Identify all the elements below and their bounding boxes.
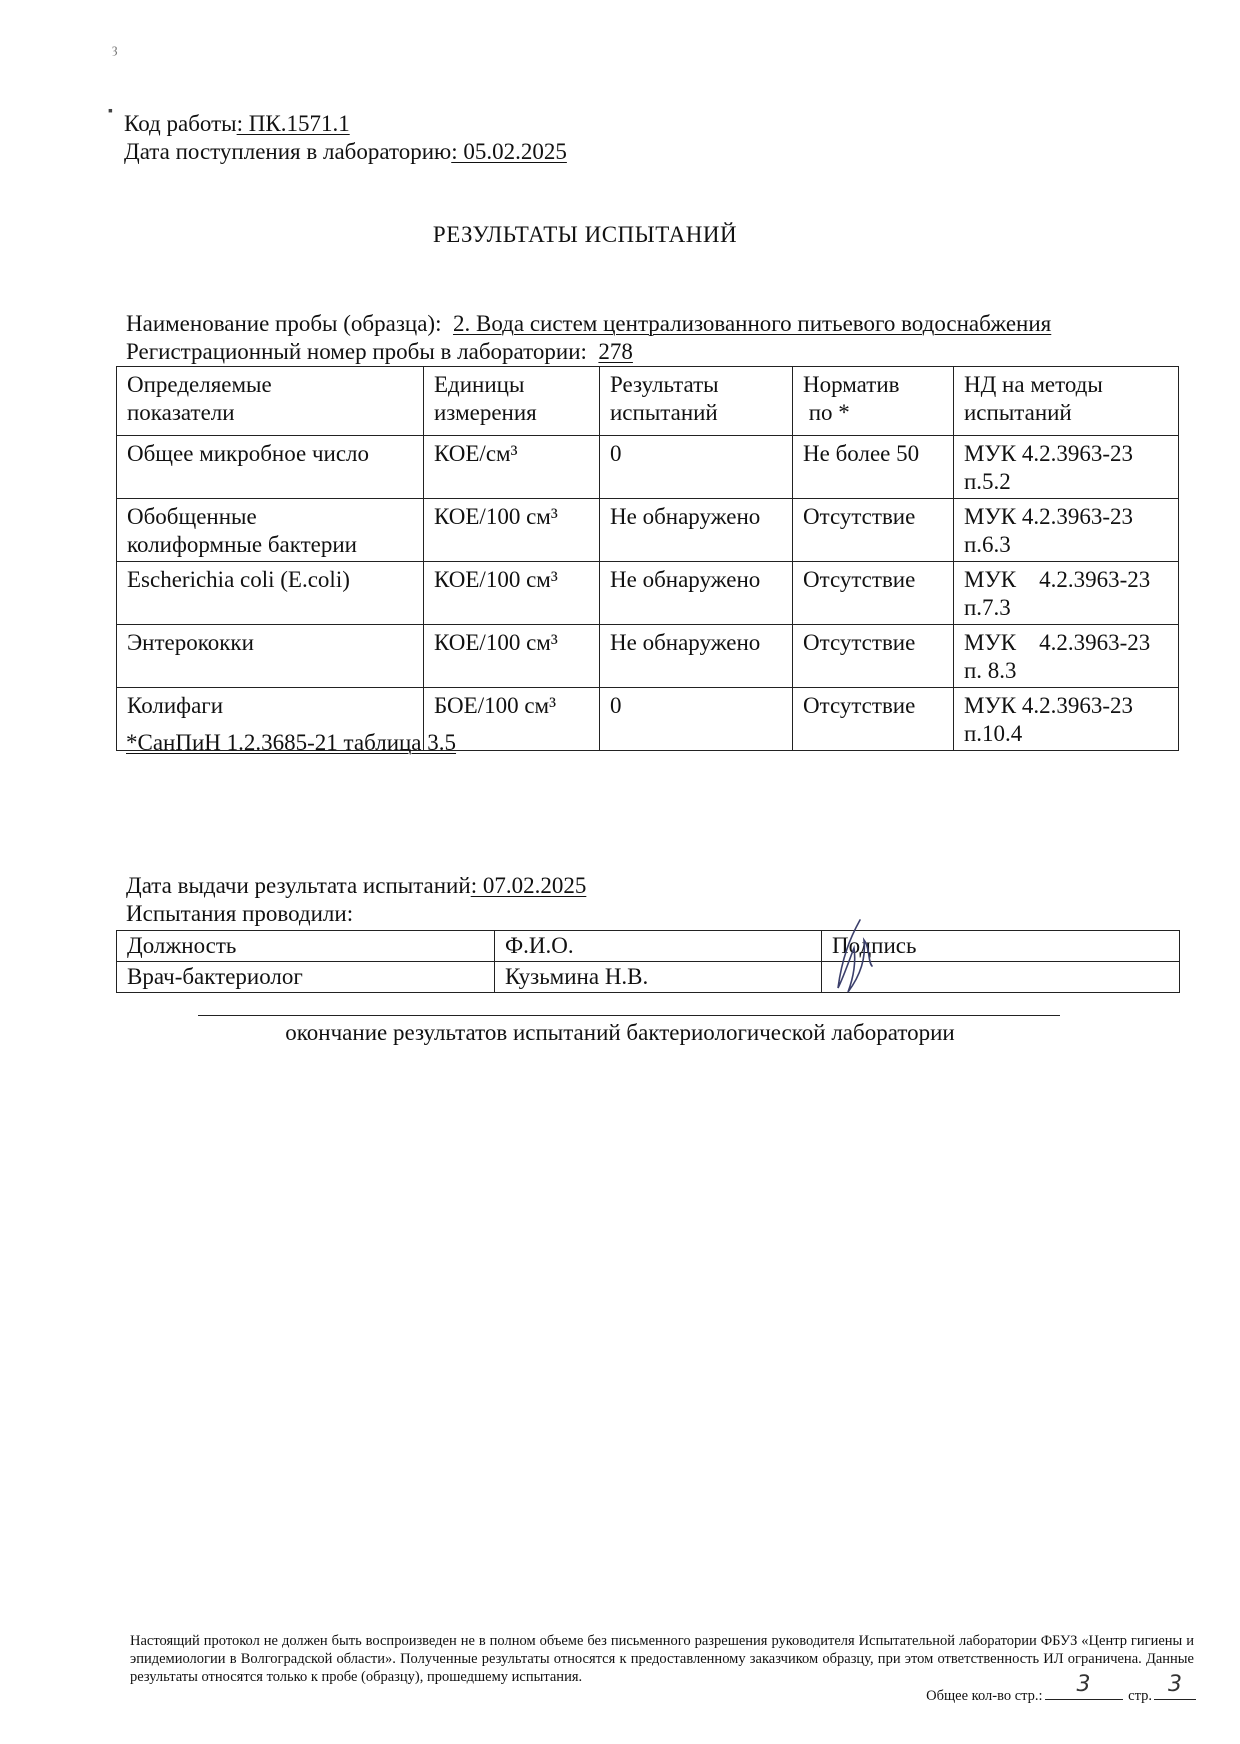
- method-cell: МУК 4.2.3963-23 п.10.4: [954, 688, 1179, 751]
- unit-cell: КОЕ/100 см³: [424, 625, 600, 688]
- table-footnote: *СанПиН 1.2.3685-21 таблица 3.5: [126, 730, 457, 755]
- norm-cell: Отсутствие: [793, 688, 954, 751]
- received-date: [124, 138, 567, 166]
- results-table: [116, 366, 1179, 751]
- work-code-label: Код работы: [124, 111, 237, 136]
- page-counter: [926, 1672, 1198, 1705]
- page-field: [1154, 1672, 1196, 1700]
- registration-value: 278: [598, 339, 633, 364]
- result-cell: 0: [600, 688, 793, 751]
- unit-cell: БОЕ/100 см³: [424, 688, 600, 751]
- closing-divider: [198, 1015, 1060, 1016]
- registration-number: [126, 338, 633, 366]
- indicator-cell: Энтерококки: [117, 625, 424, 688]
- unit-cell: КОЕ/100 см³: [424, 499, 600, 562]
- table-row: [117, 962, 1180, 993]
- issue-date: [126, 872, 586, 900]
- header-indicator: Определяемые показатели: [117, 367, 424, 436]
- received-date-value: : 05.02.2025: [451, 139, 567, 164]
- indicator-cell: Обобщенные колиформные бактерии: [117, 499, 424, 562]
- staff-header-row: [117, 931, 1180, 962]
- sample-name-value: 2. Вода систем централизованного питьевого водоснабжения: [452, 311, 1052, 336]
- header-norm: Норматив по *: [793, 367, 954, 436]
- document-title: РЕЗУЛЬТАТЫ ИСПЫТАНИЙ: [432, 222, 738, 247]
- method-cell: МУК 4.2.3963-23 п.6.3: [954, 499, 1179, 562]
- page-value: 3: [1168, 1672, 1182, 1697]
- method-cell: МУК 4.2.3963-23 п.7.3: [954, 562, 1179, 625]
- staff-table: [116, 930, 1180, 993]
- header-unit: Единицы измерения: [424, 367, 600, 436]
- result-cell: Не обнаружено: [600, 562, 793, 625]
- total-pages-field: [1045, 1672, 1123, 1700]
- total-pages-value: 3: [1076, 1672, 1091, 1697]
- work-code-value: : ПК.1571.1: [236, 111, 350, 136]
- results-header-row: [117, 367, 1179, 436]
- footer-disclaimer: Настоящий протокол не должен быть воспроизведен не в полном объеме без письменного разрешения руководителя Испытательной лаборатории ФБУЗ «Центр гигиены и эпидемиологии в Волгоградской области». Полученные результаты относятся к предоставленному заказчиком образцу, при этом ответственность ИЛ ограничена. Данные результаты относятся только к пробе (образцу), прошедшему испытания.: [130, 1633, 1194, 1685]
- result-cell: Не обнаружено: [600, 499, 793, 562]
- table-row: [117, 625, 1179, 688]
- bullet-mark: ▪: [108, 104, 113, 119]
- norm-cell: Отсутствие: [793, 625, 954, 688]
- norm-cell: Отсутствие: [793, 499, 954, 562]
- result-cell: Не обнаружено: [600, 625, 793, 688]
- table-row: [117, 436, 1179, 499]
- page-label: стр.: [1128, 1688, 1152, 1704]
- registration-label: Регистрационный номер пробы в лаборатории:: [126, 339, 587, 364]
- table-row: [117, 562, 1179, 625]
- work-code: [124, 110, 350, 138]
- total-pages-label: Общее кол-во стр.:: [926, 1688, 1043, 1704]
- conducted-by-label: Испытания проводили:: [126, 901, 354, 926]
- unit-cell: КОЕ/см³: [424, 436, 600, 499]
- result-cell: 0: [600, 436, 793, 499]
- header-position: Должность: [117, 931, 495, 962]
- sample-name: [126, 310, 1051, 338]
- method-cell: МУК 4.2.3963-23 п. 8.3: [954, 625, 1179, 688]
- header-result: Результаты испытаний: [600, 367, 793, 436]
- full-name-cell: Кузьмина Н.В.: [495, 962, 822, 993]
- received-date-label: Дата поступления в лабораторию: [124, 139, 452, 164]
- indicator-cell: Общее микробное число: [117, 436, 424, 499]
- position-cell: Врач-бактериолог: [117, 962, 495, 993]
- issue-date-label: Дата выдачи результата испытаний: [126, 873, 471, 898]
- norm-cell: Отсутствие: [793, 562, 954, 625]
- sample-name-label: Наименование пробы (образца):: [126, 311, 442, 336]
- header-method: НД на методы испытаний: [954, 367, 1179, 436]
- norm-cell: Не более 50: [793, 436, 954, 499]
- table-row: [117, 499, 1179, 562]
- indicator-cell: Escherichia coli (E.coli): [117, 562, 424, 625]
- closing-note: окончание результатов испытаний бактериологической лаборатории: [285, 1020, 955, 1045]
- signature-image: [820, 918, 890, 998]
- header-signature: Подпись: [822, 931, 1180, 962]
- method-cell: МУК 4.2.3963-23 п.5.2: [954, 436, 1179, 499]
- scan-mark: ȝ: [112, 42, 118, 57]
- indicator-cell: Колифаги: [117, 688, 424, 751]
- issue-date-value: : 07.02.2025: [470, 873, 587, 898]
- unit-cell: КОЕ/100 см³: [424, 562, 600, 625]
- header-full-name: Ф.И.О.: [495, 931, 822, 962]
